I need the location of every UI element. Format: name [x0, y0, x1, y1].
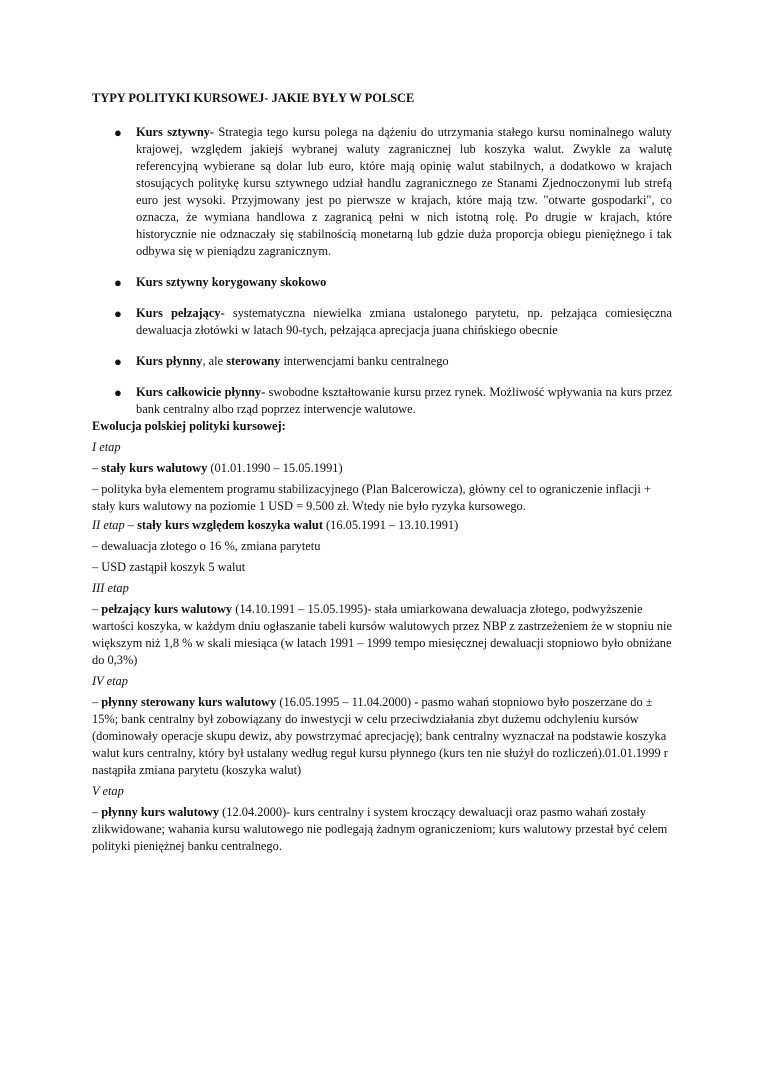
stage-5-label: V etap: [92, 784, 124, 798]
bullet-icon: ●: [114, 125, 122, 140]
list-item: ● Kurs pełzający- systematyczna niewielka zmiana ustalonego parytetu, np. pełzająca comiesięczna dewaluacja złotówki w latach 90-tych, pełzająca aprecjacja juana chińskiego obecnie: [114, 306, 672, 337]
bullet-icon: ●: [114, 275, 122, 290]
list-item: ● Kurs płynny, ale sterowany interwencjami banku centralnego: [114, 354, 449, 369]
evolution-heading: Ewolucja polskiej polityki kursowej:: [92, 419, 286, 433]
stage-1-line: – stały kurs walutowy (01.01.1990 – 15.05.1991): [92, 461, 343, 475]
list-item: ● Kurs sztywny korygowany skokowo: [114, 275, 327, 290]
stage-4-label: IV etap: [92, 674, 128, 688]
stage-4-description: – płynny sterowany kurs walutowy (16.05.1995 – 11.04.2000) - pasmo wahań stopniowo było poszerzane do ± 15%; bank centralny był zobowiązany do inwestycji w celu przeciwdziałania zbyt dużemu odchyleniu kursów (dominowały operacje skupu dewiz, aby powstrzymać aprecjację); bank centralny wyznaczał na podstawie koszyka walut kurs centralny, który był ustalany według reguł kursu płynnego (kurs ten nie służył do rozliczeń).01.01.1999 r nastąpiła zmiana parytetu (koszyka walut): [92, 695, 668, 777]
bullet-icon: ●: [114, 306, 122, 321]
stage-2-description: – dewaluacja złotego o 16 %, zmiana parytetu: [92, 539, 321, 553]
list-item: ● Kurs całkowicie płynny- swobodne kształtowanie kursu przez rynek. Możliwość wpływania na kurs przez bank centralny albo rząd poprzez interwencje walutowe.: [114, 385, 673, 416]
stage-5-description: – płynny kurs walutowy (12.04.2000)- kurs centralny i system kroczący dewaluacji oraz pasmo wahań zostały zlikwidowane; wahania kursu walutowego nie podlegają żadnym ograniczeniom; kurs walutowy przestał być celem polityki pieniężnej banku centralnego.: [92, 805, 668, 853]
bullet-icon: ●: [114, 354, 122, 369]
bullet-icon: ●: [114, 385, 122, 400]
stage-2-description: – USD zastąpił koszyk 5 walut: [92, 560, 246, 574]
stage-2-line: II etap – stały kurs względem koszyka walut (16.05.1991 – 13.10.1991): [92, 518, 459, 532]
policy-types-list: [92, 124, 672, 418]
stage-1-description: – polityka była elementem programu stabilizacyjnego (Plan Balcerowicza), główny cel to ograniczenie inflacji + stały kurs walutowy na poziomie 1 USD = 9.500 zł. Wtedy nie było ryzyka kursowego.: [92, 482, 651, 513]
document-content: [92, 90, 672, 855]
list-item: ● Kurs sztywny- Strategia tego kursu polega na dążeniu do utrzymania stałego kursu nominalnego waluty krajowej, względem jakiejś wybranej waluty zagranicznej lub koszyka walut. Zwykle za walutę referencyjną wybierane są dolar lub euro, które mają opinię walut stabilnych, a dodatkowo w krajach stosujących politykę kursu sztywnego udział handlu zagranicznego ze Stanami Zjednoczonymi lub strefą euro jest wysoki. Przyjmowany jest po pierwsze w krajach, które mają tzw. "otwarte gospodarki", co oznacza, że wymiana handlowa z zagranicą pełni w nich istotną rolę. Po drugie w krajach, które historycznie nie odznaczały się stabilnością monetarną lub gdzie duża proporcja obiegu pieniężnego i tak odbywa się w pieniądzu zagranicznym.: [114, 125, 672, 258]
stage-3-description: – pełzający kurs walutowy (14.10.1991 – 15.05.1995)- stała umiarkowana dewaluacja złotego, podwyższenie wartości koszyka, w każdym dniu ogłaszanie tabeli kursów walutowych przez NBP z zastrzeżeniem że w stopniu nie większym niż 1,8 % w skali miesiąca (w latach 1991 – 1999 tempo miesięcznej dewaluacji stopniowo było obniżane do 0,3%): [92, 602, 672, 667]
stage-3-label: III etap: [92, 581, 129, 595]
stage-1-label: I etap: [92, 440, 121, 454]
document-title: TYPY POLITYKI KURSOWEJ- JAKIE BYŁY W POLSCE: [92, 91, 415, 105]
